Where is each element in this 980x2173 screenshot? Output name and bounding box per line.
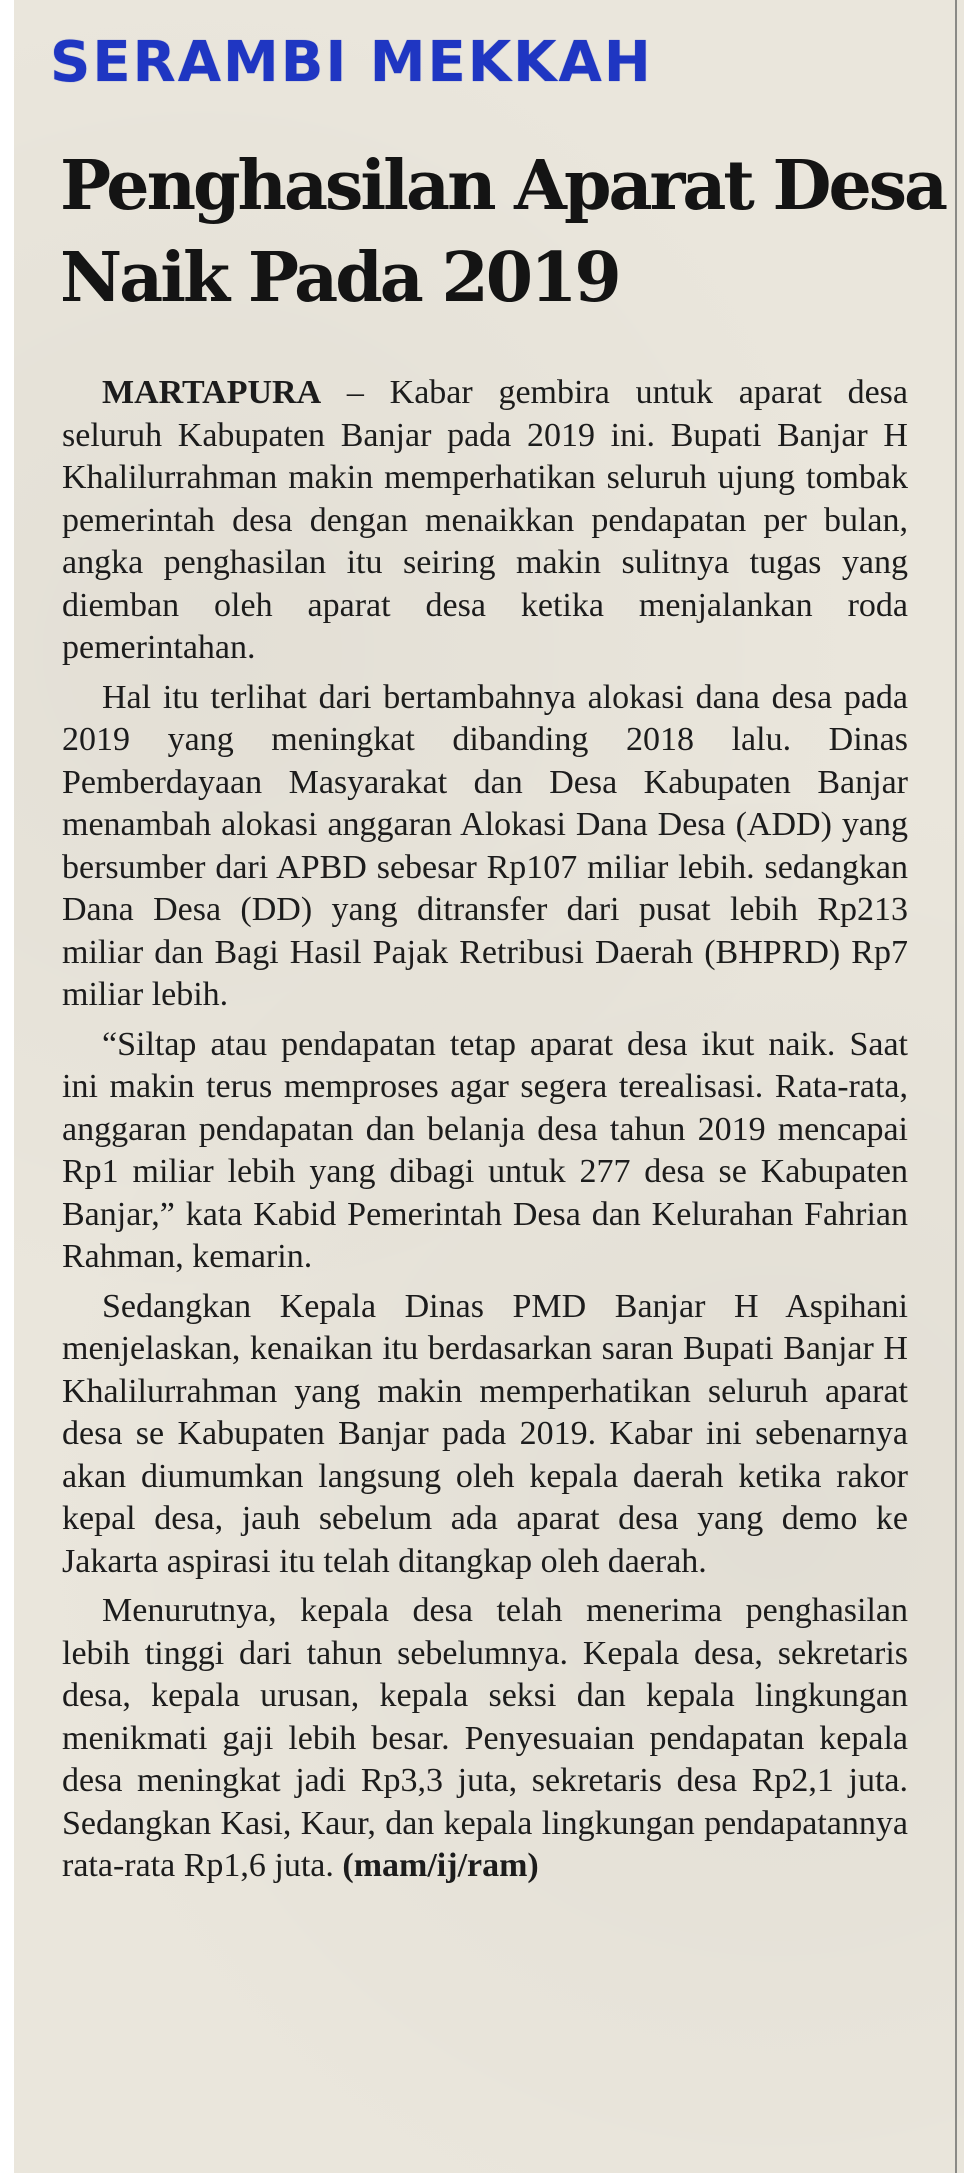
headline-line-1: Penghasilan Aparat Desa (60, 146, 946, 226)
paragraph-5 (62, 1590, 908, 1888)
headline (60, 140, 946, 324)
headline-line-2: Naik Pada 2019 (60, 238, 619, 318)
paragraph-1-text: – Kabar gembira untuk aparat desa seluruh Kabupaten Banjar pada 2019 ini. Bupati Banjar H Khalilurrahman makin memperhatikan seluruh ujung tombak pemerintah desa dengan menaikkan pendapatan per bulan, angka penghasilan itu seiring makin sulitnya tugas yang diemban oleh aparat desa ketika menjalankan roda pemerintahan. (62, 374, 908, 666)
paragraph-3: “Siltap atau pendapatan tetap aparat desa ikut naik. Saat ini makin terus memproses agar segera terealisasi. Rata-rata, anggaran pendapatan dan belanja desa tahun 2019 mencapai Rp1 miliar lebih yang dibagi untuk 277 desa se Kabupaten Banjar,” kata Kabid Pemerintah Desa dan Kelurahan Fahrian Rahman, kemarin. (62, 1025, 908, 1275)
masthead: SERAMBI MEKKAH (50, 30, 653, 95)
paragraph-2: Hal itu terlihat dari bertambahnya alokasi dana desa pada 2019 yang meningkat dibanding 2018 lalu. Dinas Pemberdayaan Masyarakat dan Desa Kabupaten Banjar menambah alokasi anggaran Alokasi Dana Desa (ADD) yang bersumber dari APBD sebesar Rp107 miliar lebih. sedangkan Dana Desa (DD) yang ditransfer dari pusat lebih Rp213 miliar dan Bagi Hasil Pajak Retribusi Daerah (BHPRD) Rp7 miliar lebih. (62, 678, 908, 1013)
article-body (62, 372, 908, 1895)
paragraph-1 (62, 372, 908, 670)
paragraph-5-text: Menurutnya, kepala desa telah menerima penghasilan lebih tinggi dari tahun sebelumnya. Kepala desa, sekretaris desa, kepala urusan, kepala seksi dan kepala lingkungan menikmati gaji lebih besar. Penyesuaian pendapatan kepala desa meningkat jadi Rp3,3 juta, sekretaris desa Rp2,1 juta. Sedangkan Kasi, Kaur, dan kepala lingkungan pendapatannya rata-rata Rp1,6 juta. (62, 1592, 908, 1884)
paragraph-4: Sedangkan Kepala Dinas PMD Banjar H Aspihani menjelaskan, kenaikan itu berdasarkan saran Bupati Banjar H Khalilurrahman yang makin memperhatikan seluruh aparat desa se Kabupaten Banjar pada 2019. Kabar ini sebenarnya akan diumumkan langsung oleh kepala daerah ketika rakor kepal desa, jauh sebelum ada aparat desa yang demo ke Jakarta aspirasi itu telah ditangkap oleh daerah. (62, 1287, 908, 1580)
dateline: MARTAPURA (102, 374, 322, 411)
author-credit: (mam/ij/ram) (342, 1847, 539, 1884)
clipping-fold-line (955, 0, 957, 2173)
